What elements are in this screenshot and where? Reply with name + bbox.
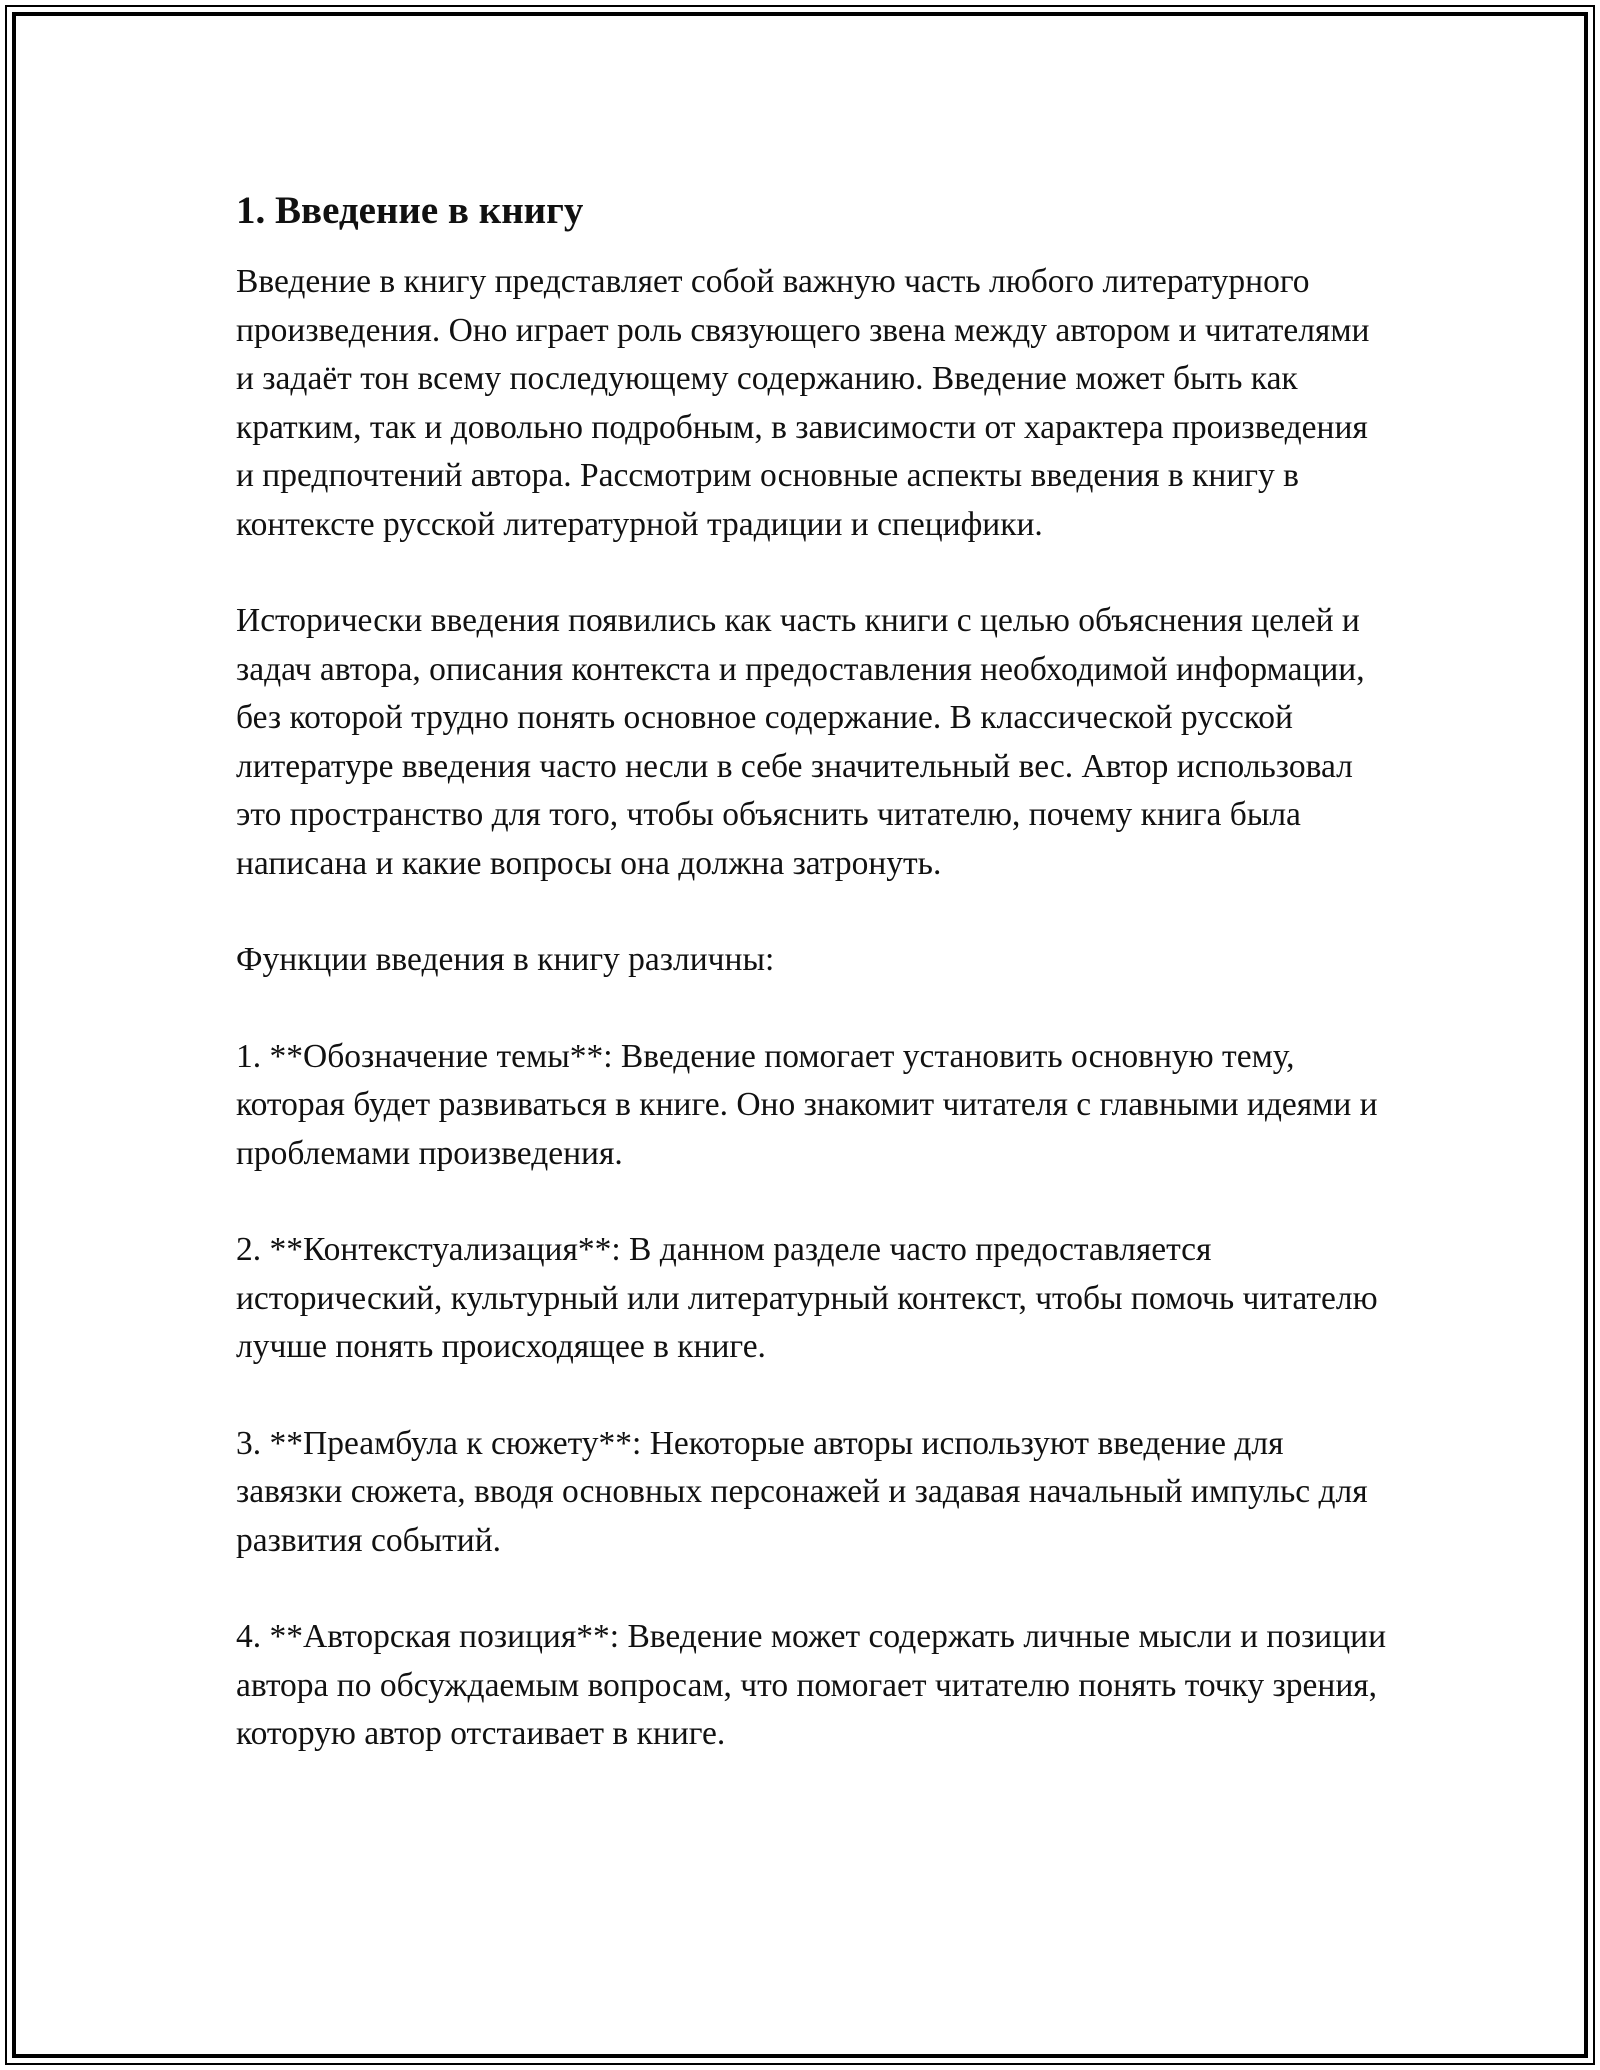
document-body xyxy=(236,186,1386,1807)
list-item-author-position: 4. **Авторская позиция**: Введение может содержать личные мысли и позиции автора по обсуждаемым вопросам, что помогает читателю понять точку зрения, которую автор отстаивает в книге. xyxy=(236,1618,1387,1752)
intro-paragraph: Введение в книгу представляет собой важную часть любого литературного произведения. Оно играет роль связующего звена между автором и читателями и задаёт тон всему последующему содержанию. Введение может быть как кратким, так и довольно подробным, в зависимости от характера произведения и предпочтений автора. Рассмотрим основные аспекты введения в книгу в контексте русской литературной традиции и специфики. xyxy=(236,263,1370,543)
history-paragraph: Исторически введения появились как часть книги с целью объяснения целей и задач автора, описания контекста и предоставления необходимой информации, без которой трудно понять основное содержание. В классической русской литературе введения часто несли в себе значительный вес. Автор использовал это пространство для того, чтобы объяснить читателю, почему книга была написана и какие вопросы она должна затронуть. xyxy=(236,602,1365,882)
section-heading: 1. Введение в книгу xyxy=(236,189,584,232)
list-item-context: 2. **Контекстуализация**: В данном разделе часто предоставляется исторический, культурный или литературный контекст, чтобы помочь читателю лучше понять происходящее в книге. xyxy=(236,1231,1378,1365)
list-item-topic: 1. **Обозначение темы**: Введение помогает установить основную тему, которая будет развиваться в книге. Оно знакомит читателя с главными идеями и проблемами произведения. xyxy=(236,1037,1378,1172)
functions-intro: Функции введения в книгу различны: xyxy=(236,941,775,978)
list-item-preamble: 3. **Преамбула к сюжету**: Некоторые авторы используют введение для завязки сюжета, вводя основных персонажей и задавая начальный импульс для развития событий. xyxy=(236,1424,1368,1559)
